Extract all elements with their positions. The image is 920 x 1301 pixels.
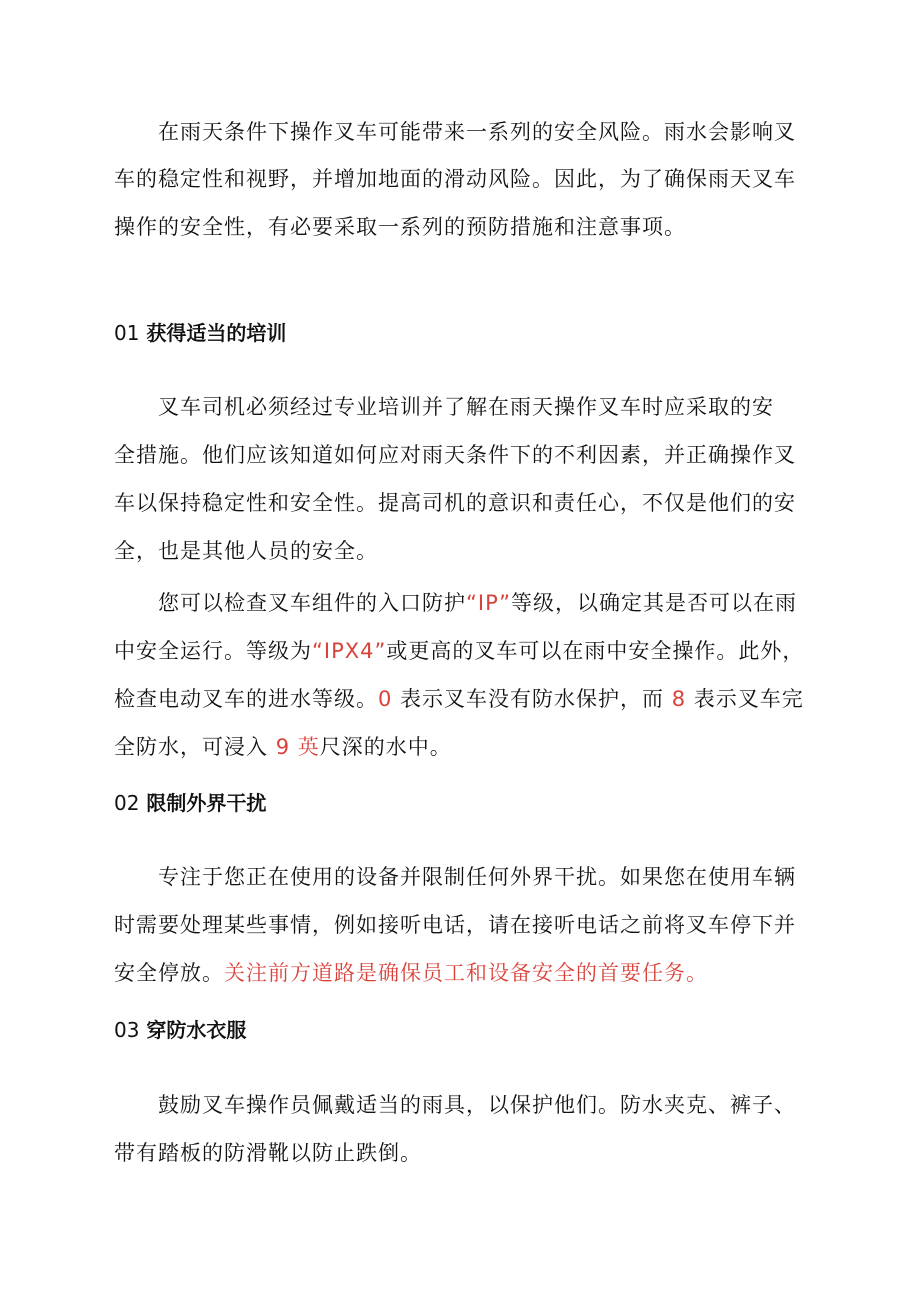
highlight-eight: 8 <box>671 687 687 711</box>
intro-line-1: 在雨天条件下操作叉车可能带来一系列的安全风险。雨水会影响叉 <box>158 120 796 144</box>
section-number: 03 <box>114 1018 140 1042</box>
s1-p2-line-2 <box>114 636 804 666</box>
section-heading-02 <box>114 788 266 818</box>
s1-p2-line-4 <box>114 732 452 762</box>
s1-p1-line-2: 全措施。他们应该知道如何应对雨天条件下的不利因素，并正确操作叉 <box>114 443 796 467</box>
s1-p2-line-3 <box>114 684 804 714</box>
text-run: 表示叉车完 <box>686 687 804 711</box>
s2-line-1: 专注于您正在使用的设备并限制任何外界干扰。如果您在使用车辆 <box>158 865 796 889</box>
section-title: 获得适当的培训 <box>146 321 287 345</box>
section-heading-01 <box>114 318 286 348</box>
section-number: 01 <box>114 321 140 345</box>
section-title: 穿防水衣服 <box>146 1018 247 1042</box>
highlight-ip: “IP” <box>466 591 512 615</box>
text-run: 检查电动叉车的进水等级。 <box>114 687 378 711</box>
text-run: 全防水，可浸入 <box>114 735 276 759</box>
text-run: 安全停放。 <box>114 961 224 985</box>
highlight-priority: 关注前方道路是确保员工和设备安全的首要任务。 <box>224 961 708 985</box>
section-heading-03 <box>114 1015 246 1045</box>
text-run: 您可以检查叉车组件的入口防护 <box>158 591 466 615</box>
s1-p2-line-1 <box>158 588 797 618</box>
intro-line-3: 操作的安全性，有必要采取一系列的预防措施和注意事项。 <box>114 215 686 239</box>
text-run: 等级，以确定其是否可以在雨 <box>511 591 798 615</box>
section-number: 02 <box>114 791 140 815</box>
highlight-ipx4: “IPX4” <box>312 639 387 663</box>
highlight-nine-feet: 9 英 <box>275 735 320 759</box>
highlight-zero: 0 <box>378 687 393 711</box>
s1-p1-line-1: 叉车司机必须经过专业培训并了解在雨天操作叉车时应采取的安 <box>158 395 774 419</box>
s3-line-1: 鼓励叉车操作员佩戴适当的雨具，以保护他们。防水夹克、裤子、 <box>158 1093 796 1117</box>
intro-line-2: 车的稳定性和视野，并增加地面的滑动风险。因此，为了确保雨天叉车 <box>114 167 796 191</box>
s2-line-3 <box>114 958 708 988</box>
s1-p1-line-3: 车以保持稳定性和安全性。提高司机的意识和责任心，不仅是他们的安 <box>114 491 796 515</box>
text-run: 中安全运行。等级为 <box>114 639 312 663</box>
text-run: 或更高的叉车可以在雨中安全操作。此外， <box>386 639 805 663</box>
s3-line-2: 带有踏板的防滑靴以防止跌倒。 <box>114 1141 422 1165</box>
section-title: 限制外界干扰 <box>146 791 267 815</box>
s1-p1-line-4: 全，也是其他人员的安全。 <box>114 539 378 563</box>
text-run: 表示叉车没有防水保护，而 <box>392 687 672 711</box>
s2-line-2: 时需要处理某些事情，例如接听电话，请在接听电话之前将叉车停下并 <box>114 913 796 937</box>
text-run: 尺深的水中。 <box>319 735 452 759</box>
